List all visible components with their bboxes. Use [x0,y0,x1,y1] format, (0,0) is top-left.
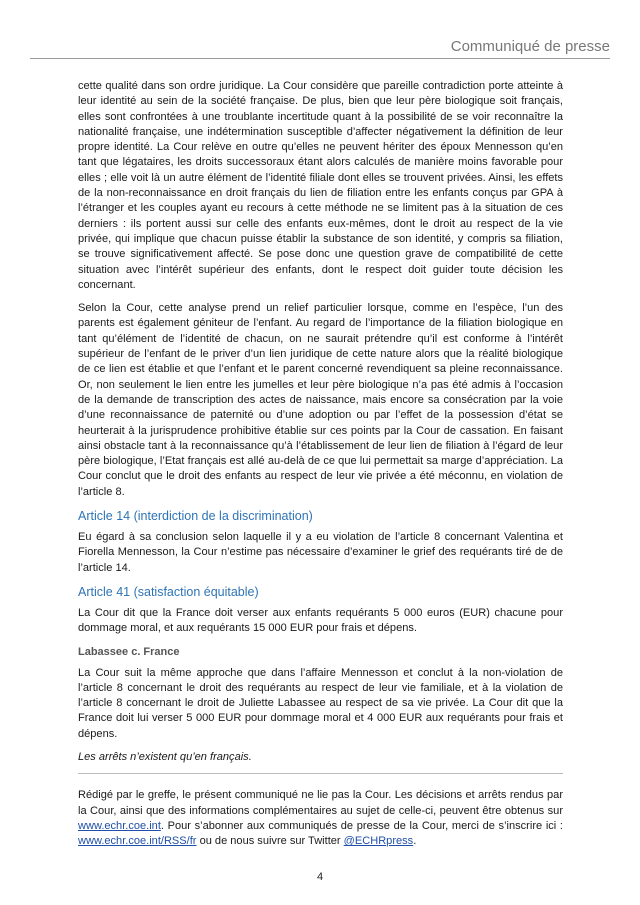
section-divider [78,773,563,774]
footer-text-4: . [413,835,417,848]
page-header [0,0,640,60]
paragraph-language-note: Les arrêts n’existent qu’en français. [78,750,252,763]
header-rule [30,58,610,59]
footer-note [78,788,563,849]
paragraph-labassee: La Cour suit la même approche que dans l’affaire Mennesson et conclut à la non-violation de l’article 8 concernant le droit des requérants au respect de leur vie familiale, et à la violation de l’article 8 concernant le droit de Juliette Labassee au respect de sa vie privée. La Cour dit que la France doit lui verser 5 000 EUR pour dommage moral et 4 000 EUR aux requérants pour frais et dépens. [78,666,563,740]
link-echr-site[interactable]: www.echr.coe.int [78,819,161,832]
page-number: 4 [316,871,324,883]
paragraph-biological-parent: Selon la Cour, cette analyse prend un relief particulier lorsque, comme en l’espèce, l’un des parents est également géniteur de l’enfant. Au regard de l’importance de la filiation biologique en tant qu’élément de l’identité de chacun, on ne saurait prétendre qu’il est conforme à l’intérêt supérieur de l’enfant de le priver d’un lien juridique de cette nature alors que la réalité biologique de ce lien est établie et que l’enfant et le parent concerné revendiquent sa pleine reconnaissance. Or, non seulement le lien entre les jumelles et leur père biologique n’a pas été admis à l’occasion de la demande de transcription des actes de naissance, mais encore sa consécration par la voie d’une reconnaissance de paternité ou d’une adoption ou par l’effet de la possession d’état se heurterait à la jurisprudence prohibitive établie sur ces points par la Cour de cassation. En faisant ainsi obstacle tant à la reconnaissance qu’à l’établissement de leur lien de filiation à l’égard de leur père biologique, l’Etat français est allé au-delà de ce que lui permettait sa marge d’appréciation. La Cour conclut que le droit des enfants au respect de leur vie privée a été méconnu, en violation de l’article 8. [78,302,563,498]
document-body [78,79,563,857]
link-twitter[interactable]: @ECHRpress [343,835,414,848]
paragraph-article-41: La Cour dit que la France doit verser aux enfants requérants 5 000 euros (EUR) chacune pour dommage moral, et aux requérants 15 000 EUR pour frais et dépens. [78,606,563,635]
header-title: Communiqué de presse [450,38,610,55]
footer-text-1: Rédigé par le greffe, le présent communiqué ne lie pas la Cour. Les décisions et arrêts rendus par la Cour, ainsi que des informations complémentaires au sujet de celle-ci, peuvent être obtenus sur [78,789,563,817]
footer-text-3: ou de nous suivre sur Twitter [196,835,344,848]
heading-labassee: Labassee c. France [78,645,180,658]
paragraph-identity: cette qualité dans son ordre juridique. La Cour considère que pareille contradiction porte atteinte à leur identité au sein de la société française. De plus, bien que leur père biologique soit français, elles sont confrontées à une troublante incertitude quant à la possibilité de se voir reconnaître la nationalité française, une indétermination susceptible d’affecter négativement la définition de leur propre identité. La Cour relève en outre qu’elles ne peuvent hériter des époux Mennesson qu’en tant que légataires, les droits successoraux étant alors calculés de manière moins favorable pour elles ; elle voit là un autre élément de l’identité filiale dont elles se trouvent privées. Ainsi, les effets de la non-reconnaissance en droit français du lien de filiation entre les enfants conçus par GPA à l’étranger et les couples ayant eu recours à cette méthode ne se limitent pas à la situation de ces derniers : ils portent aussi sur celle des enfants eux-mêmes, dont le droit au respect de la vie privée, qui implique que chacun puisse établir la substance de son identité, y compris sa filiation, se trouve significativement affecté. Se pose donc une question grave de compatibilité de cette situation avec l’intérêt supérieur des enfants, dont le respect doit guider toute décision les concernant. [78,80,563,291]
paragraph-article-14: Eu égard à sa conclusion selon laquelle il y a eu violation de l’article 8 concernant Valentina et Fiorella Mennesson, la Cour n’estime pas nécessaire d’examiner le grief des requérants tiré de de l’article 14. [78,531,563,574]
heading-article-41: Article 41 (satisfaction équitable) [78,584,259,599]
link-rss[interactable]: www.echr.coe.int/RSS/fr [78,835,197,848]
footer-text-2: . Pour s’abonner aux communiqués de presse de la Cour, merci de s’inscrire ici : [160,819,563,832]
heading-article-14: Article 14 (interdiction de la discrimination) [78,509,313,524]
